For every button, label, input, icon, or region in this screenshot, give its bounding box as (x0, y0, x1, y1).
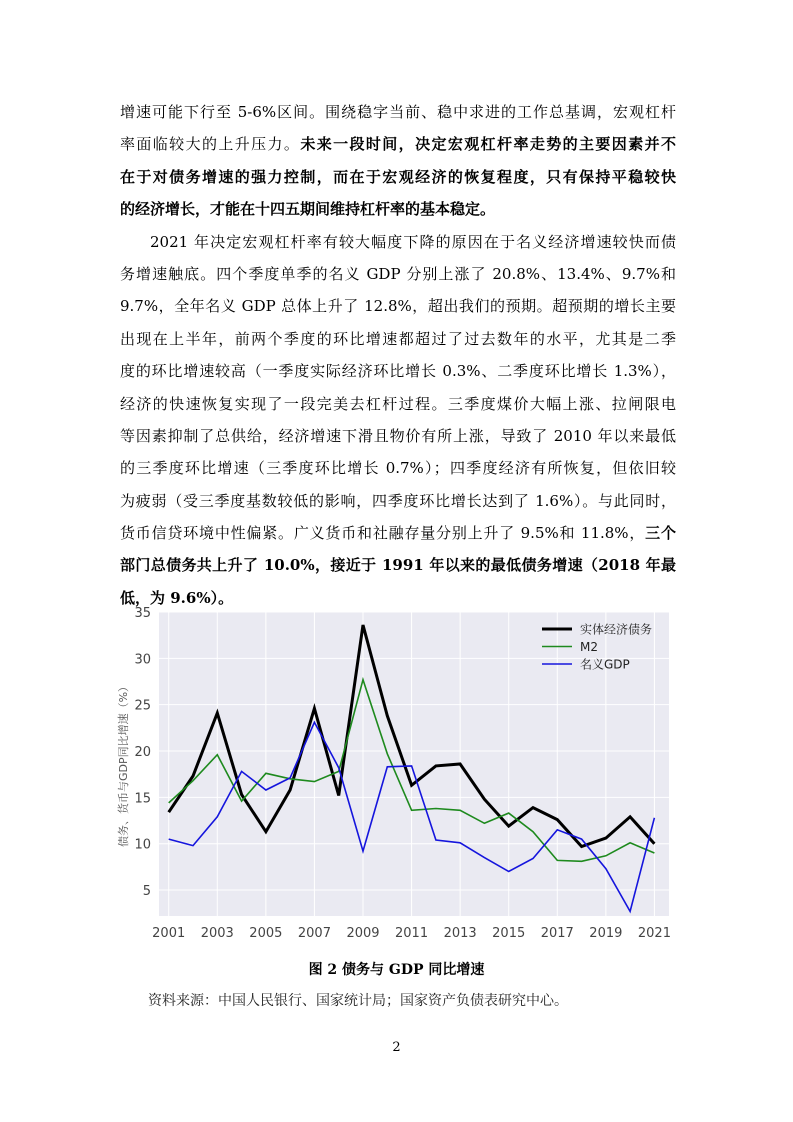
text-line (120, 161, 676, 193)
text-line (120, 452, 676, 484)
text-line (120, 485, 676, 517)
text-line (120, 290, 676, 322)
x-tick-label: 2005 (249, 926, 283, 941)
text-line (120, 355, 676, 387)
text-run: 2021 年决定宏观杠杆率有较大幅度下降的原因在于名义经济增速较快而债 (150, 232, 676, 251)
y-tick-label: 5 (142, 884, 151, 900)
bold-text: 在于对债务增速的强力控制，而在于宏观经济的恢复程度，只有保持平稳较快 (120, 167, 676, 186)
x-tick-label: 2011 (395, 926, 429, 941)
x-tick-label: 2013 (443, 926, 477, 941)
text-run: 度的环比增速较高（一季度实际经济环比增长 0.3%、二季度环比增长 1.3%）， (120, 362, 676, 381)
legend-label: 名义GDP (580, 657, 630, 672)
text-line (120, 96, 676, 128)
bold-text: 低，为 9.6%）。 (120, 588, 234, 607)
text-run: 9.7%，全年名义 GDP 总体上升了 12.8%，超出我们的预期。超预期的增长主要 (120, 297, 676, 316)
text-run: 增速可能下行至 5-6%区间。围绕稳字当前、稳中求进的工作总基调，宏观杠杆 (120, 103, 676, 121)
x-tick-label: 2015 (492, 926, 526, 941)
bold-text: 部门总债务共上升了 10.0%，接近于 1991 年以来的最低债务增速（2018 年最 (120, 556, 676, 575)
text-run: 为疲弱（受三季度基数较低的影响，四季度环比增长达到了 1.6%）。与此同时， (120, 491, 676, 510)
text-line (120, 323, 676, 355)
legend-label: 实体经济债务 (580, 622, 653, 637)
bold-text: 未来一段时间，决定宏观杠杆率走势的主要因素并不 (300, 135, 676, 154)
text-line (120, 193, 676, 225)
y-tick-label: 25 (134, 698, 151, 714)
text-run: 出现在上半年，前两个季度的环比增速都超过了过去数年的水平，尤其是二季 (120, 329, 676, 348)
page-number: 2 (392, 1040, 401, 1055)
text-line (120, 128, 676, 160)
y-tick-label: 35 (134, 606, 151, 621)
y-tick-label: 30 (134, 652, 151, 668)
figure-caption: 图 2 债务与 GDP 同比增速 (308, 962, 485, 978)
text-line (120, 258, 676, 290)
text-line (120, 388, 676, 420)
text-run: 经济的快速恢复实现了一段完美去杠杆过程。三季度煤价大幅上涨、拉闸限电 (120, 394, 676, 413)
x-tick-label: 2017 (540, 926, 574, 941)
text-run: 务增速触底。四个季度单季的名义 GDP 分别上涨了 20.8%、13.4%、9.7%和 (120, 264, 676, 283)
y-tick-label: 15 (134, 791, 151, 807)
x-tick-label: 2007 (297, 926, 331, 941)
figure-source: 资料来源：中国人民银行、国家统计局；国家资产负债表研究中心。 (148, 993, 568, 1009)
text-run: 等因素抑制了总供给，经济增速下滑且物价有所上涨，导致了 2010 年以来最低 (120, 426, 676, 445)
line-chart (112, 604, 680, 944)
text-line (120, 226, 676, 258)
y-axis-label: 债务、货币与GDP同比增速（%） (117, 680, 130, 848)
bold-text: 三个 (645, 524, 676, 543)
y-tick-label: 20 (134, 745, 151, 761)
x-tick-label: 2019 (589, 926, 623, 941)
x-tick-label: 2021 (637, 926, 671, 941)
bold-text: 的经济增长，才能在十四五期间维持杠杆率的基本稳定。 (120, 200, 496, 219)
text-run: 的三季度环比增速（三季度环比增长 0.7%）；四季度经济有所恢复，但依旧较 (120, 459, 676, 478)
text-run: 货币信贷环境中性偏紧。广义货币和社融存量分别上升了 9.5%和 11.8%， (120, 524, 646, 543)
x-tick-label: 2001 (152, 926, 186, 941)
text-line (120, 420, 676, 452)
debt-gdp-growth-chart (112, 604, 680, 944)
y-tick-label: 10 (134, 837, 151, 853)
body-text (120, 96, 676, 614)
x-tick-label: 2009 (346, 926, 380, 941)
x-tick-label: 2003 (200, 926, 234, 941)
legend-label: M2 (580, 640, 598, 654)
text-line (120, 549, 676, 581)
text-line (120, 517, 676, 549)
text-run: 率面临较大的上升压力。 (120, 135, 301, 154)
